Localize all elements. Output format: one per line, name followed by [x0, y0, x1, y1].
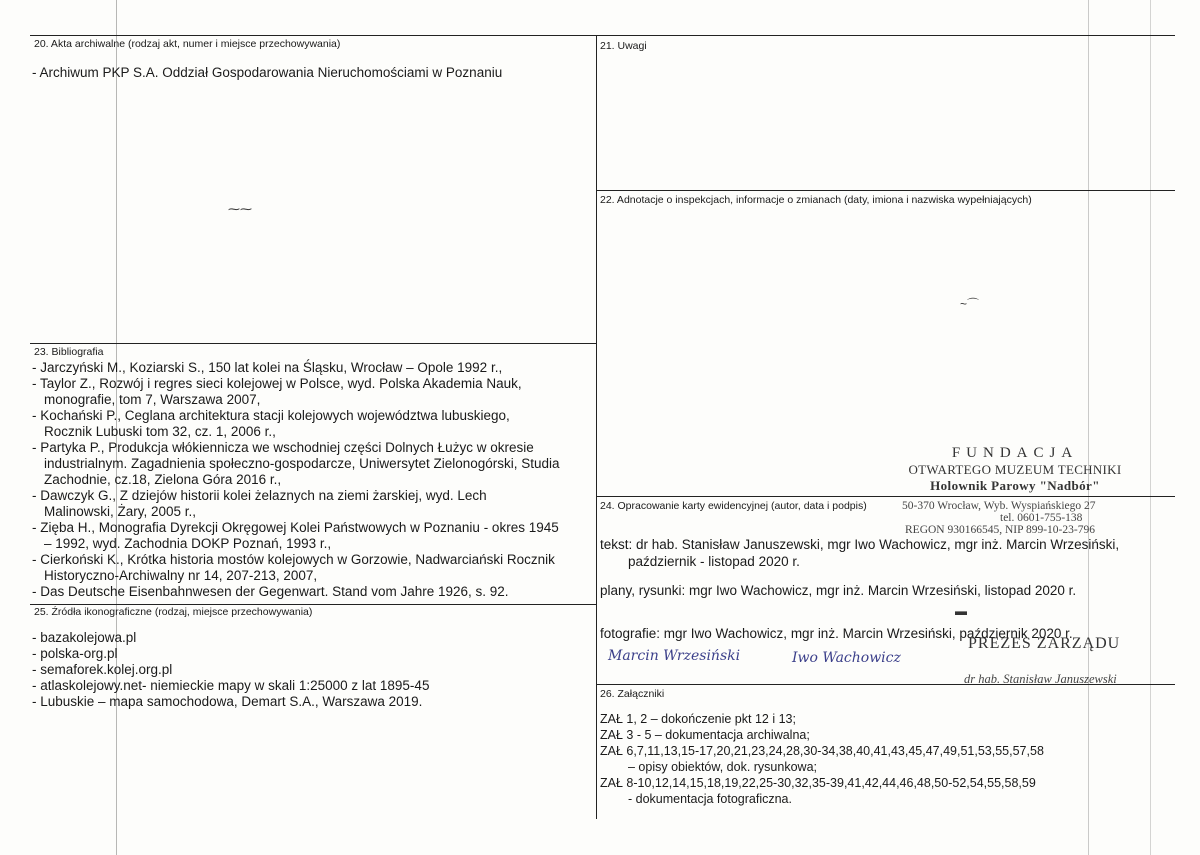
bibliography-item-continued: Historyczno-Archiwalny nr 14, 207-213, 2007, [44, 568, 318, 583]
stamp-foundation-line3: Holownik Parowy "Nadbór" [930, 478, 1100, 493]
scan-mark: ~⌒ [960, 297, 980, 311]
bibliography-item-continued: – 1992, wyd. Zachodnia DOKP Poznań, 1993 r., [44, 536, 332, 551]
president-stamp-title: PREZES ZARZĄDU [968, 635, 1121, 652]
attachment-line: – opisy obiektów, dok. rysunkowa; [628, 760, 817, 774]
center-divider [596, 35, 597, 819]
bibliography-item-continued: Zachodnie, cz.18, Zielona Góra 2016 r., [44, 472, 282, 487]
bibliography-item [32, 424, 560, 440]
section-22-header: 22. Adnotacje o inspekcjach, informacje o zmianach (daty, imiona i nazwiska wypełniających) [600, 194, 1032, 206]
attachment-line: ZAŁ 6,7,11,13,15-17,20,21,23,24,28,30-34,38,40,41,43,45,47,49,51,53,55,57,58 [600, 744, 1044, 758]
attachment-line: ZAŁ 8-10,12,14,15,18,19,22,25-30,32,35-39,41,42,44,46,48,50-52,54,55,58,59 [600, 776, 1036, 790]
top-rule [30, 35, 1175, 36]
section-24-header: 24. Opracowanie karty ewidencyjnej (autor, data i podpis) [600, 500, 867, 512]
bibliography-item-continued: monografie, tom 7, Warszawa 2007, [44, 392, 261, 407]
bibliography-item-continued: Malinowski, Żary, 2005 r., [44, 504, 197, 519]
bibliography-item [32, 392, 560, 408]
bibliography-item [32, 536, 560, 552]
archive-record: - Archiwum PKP S.A. Oddział Gospodarowania Nieruchomościami w Poznaniu [32, 65, 503, 80]
signature-wachowicz: Iwo Wachowicz [792, 650, 901, 666]
signature-wrzesinski: Marcin Wrzesiński [608, 648, 741, 664]
bibliography-item: - Dawczyk G., Z dziejów historii kolei żelaznych na ziemi żarskiej, wyd. Lech [32, 488, 487, 503]
section-23-header: 23. Bibliografia [34, 346, 104, 358]
bibliography-item: - Taylor Z., Rozwój i regres sieci kolejowej w Polsce, wyd. Polska Akademia Nauk, [32, 376, 522, 391]
iconography-list [32, 630, 429, 710]
attachment-line: ZAŁ 1, 2 – dokończenie pkt 12 i 13; [600, 712, 796, 726]
bibliography-item-continued: industrialnym. Zagadnienia społeczno-gospodarcze, Uniwersytet Zielonogórski, Studia [44, 456, 560, 471]
attachment-line: - dokumentacja fotograficzna. [628, 792, 792, 806]
rule-before-bibliography [30, 343, 596, 344]
foundation-stamp [880, 444, 1150, 494]
president-stamp-name: dr hab. Stanisław Januszewski [964, 672, 1117, 686]
bibliography-item [32, 472, 560, 488]
stamp-foundation-line2: OTWARTEGO MUZEUM TECHNIKI [908, 462, 1122, 477]
authorship-text-line2: październik - listopad 2020 r. [628, 554, 800, 569]
authorship-text-line1: tekst: dr hab. Stanisław Januszewski, mgr Iwo Wachowicz, mgr inż. Marcin Wrzesiński, [600, 537, 1120, 552]
bibliography-item: - Jarczyński M., Koziarski S., 150 lat kolei na Śląsku, Wrocław – Opole 1992 r., [32, 360, 503, 375]
bibliography-item [32, 504, 560, 520]
bibliography-item [32, 568, 560, 584]
section-26-header: 26. Załączniki [600, 688, 665, 700]
authorship-plans: plany, rysunki: mgr Iwo Wachowicz, mgr inż. Marcin Wrzesiński, listopad 2020 r. [600, 583, 1077, 598]
iconography-item: - polska-org.pl [32, 646, 118, 661]
bibliography-item [32, 456, 560, 472]
bibliography-item: - Das Deutsche Eisenbahnwesen der Gegenwart. Stand vom Jahre 1926, s. 92. [32, 584, 509, 599]
stamp-phone: tel. 0601-755-138 [1000, 512, 1083, 524]
section-25-header: 25. Źródła ikonograficzne (rodzaj, miejsce przechowywania) [34, 606, 313, 618]
bibliography-item: - Kochański P., Ceglana architektura stacji kolejowych województwa lubuskiego, [32, 408, 510, 423]
stamp-regon: REGON 930166545, NIP 899-10-23-796 [905, 524, 1095, 536]
section-20-header: 20. Akta archiwalne (rodzaj akt, numer i miejsce przechowywania) [34, 38, 341, 50]
scan-streak [1088, 0, 1089, 855]
bibliography-item: - Partyka P., Produkcja włókiennicza we wschodniej części Dolnych Łużyc w okresie [32, 440, 534, 455]
rule-before-annotations [596, 190, 1175, 191]
section-21-header: 21. Uwagi [600, 40, 647, 52]
stamp-foundation-line1: FUNDACJA [951, 445, 1079, 461]
scan-mark: ▬ [955, 604, 967, 618]
rule-before-authorship [596, 496, 1175, 497]
authorship-photos: fotografie: mgr Iwo Wachowicz, mgr inż. Marcin Wrzesiński, październik 2020 r. [600, 626, 1073, 641]
scan-streak [1150, 0, 1151, 855]
bibliography-item: - Cierkoński K., Krótka historia mostów kolejowych w Gorzowie, Nadwarciański Rocznik [32, 552, 555, 567]
bibliography-item: - Zięba H., Monografia Dyrekcji Okręgowej Kolei Państwowych w Poznaniu - okres 1945 [32, 520, 559, 535]
rule-before-iconography [30, 604, 596, 605]
iconography-item: - atlaskolejowy.net- niemieckie mapy w skali 1:25000 z lat 1895-45 [32, 678, 430, 693]
bibliography-item-continued: Rocznik Lubuski tom 32, cz. 1, 2006 r., [44, 424, 276, 439]
iconography-item: - Lubuskie – mapa samochodowa, Demart S.A., Warszawa 2019. [32, 694, 423, 709]
stamp-address: 50-370 Wrocław, Wyb. Wyspiańskiego 27 [902, 500, 1096, 512]
attachment-line: ZAŁ 3 - 5 – dokumentacja archiwalna; [600, 728, 810, 742]
iconography-item: - semaforek.kolej.org.pl [32, 662, 173, 677]
scan-mark: ⁓⁓ [228, 202, 252, 216]
iconography-item: - bazakolejowa.pl [32, 630, 137, 645]
bibliography-list [32, 360, 560, 600]
